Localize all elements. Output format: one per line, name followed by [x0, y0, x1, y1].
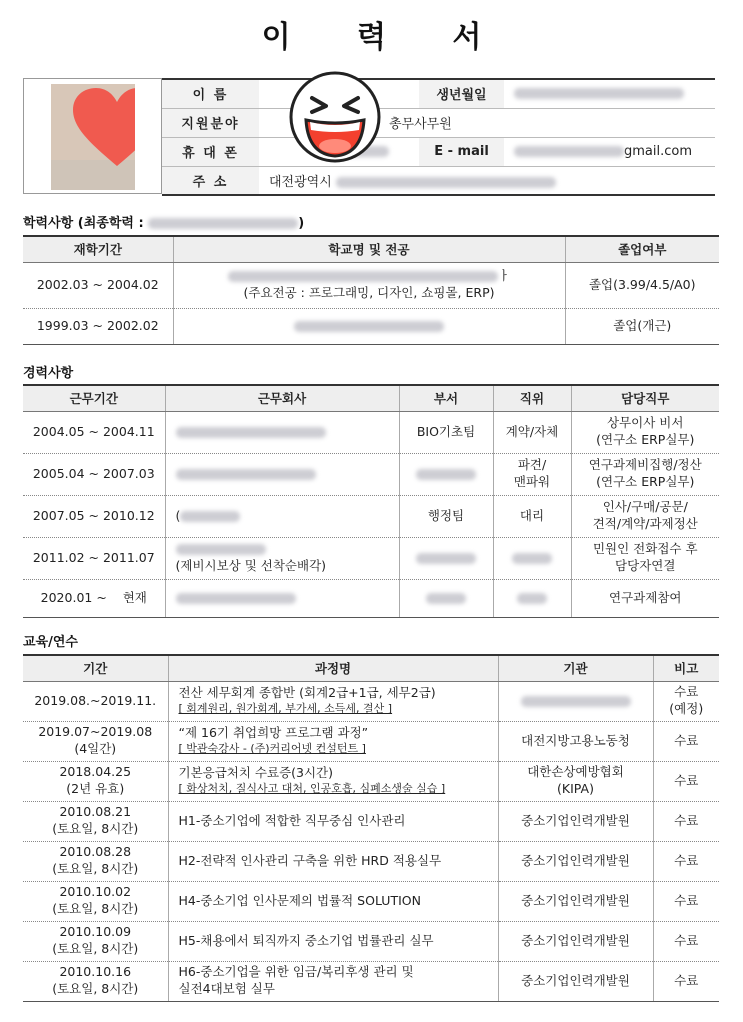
period-cell: 2010.10.09 (토요일, 8시간): [23, 921, 168, 961]
org-cell: 대한손상예방협회 (KIPA): [498, 761, 653, 801]
position-cell: 대리: [493, 495, 571, 537]
period-cell: 2019.07~2019.08 (4일간): [23, 721, 168, 761]
col-header: 근무기간: [23, 385, 165, 411]
col-header: 비고: [653, 655, 719, 681]
period-cell: 2010.08.28 (토요일, 8시간): [23, 841, 168, 881]
training-table: [23, 654, 719, 1002]
address-label: 주 소: [162, 166, 259, 195]
position-cell: 계약/자체: [493, 411, 571, 453]
status-cell: 졸업(개근): [565, 308, 719, 344]
course-cell: H5-채용에서 퇴직까지 중소기업 법률관리 실무: [168, 921, 498, 961]
col-header: 학교명 및 전공: [173, 236, 565, 262]
col-header: 과정명: [168, 655, 498, 681]
period-cell: 2010.10.02 (토요일, 8시간): [23, 881, 168, 921]
company-cell: (: [165, 495, 399, 537]
table-row: [23, 681, 719, 721]
col-header: 담당직무: [571, 385, 719, 411]
duty-cell: 상무이사 비서 (연구소 ERP실무): [571, 411, 719, 453]
note-cell: 수료: [653, 841, 719, 881]
birth-value: [504, 79, 715, 108]
status-cell: 졸업(3.99/4.5/A0): [565, 262, 719, 308]
photo-frame: [23, 78, 162, 194]
career-table: [23, 384, 719, 618]
profile-photo: [51, 84, 135, 190]
col-header: 부서: [399, 385, 493, 411]
table-row: [23, 537, 719, 579]
period-cell: 2019.08.~2019.11.: [23, 681, 168, 721]
period-cell: 2018.04.25 (2년 유효): [23, 761, 168, 801]
school-cell: ㅏ (주요전공 : 프로그래밍, 디자인, 쇼핑몰, ERP): [173, 262, 565, 308]
laughing-face-icon: [288, 70, 382, 168]
table-row: [23, 453, 719, 495]
period-cell: 2007.05 ~ 2010.12: [23, 495, 165, 537]
table-row: [23, 881, 719, 921]
dept-cell: [399, 579, 493, 617]
table-row: [23, 308, 719, 344]
duty-cell: 연구과제비집행/정산 (연구소 ERP실무): [571, 453, 719, 495]
birth-label: 생년월일: [419, 79, 504, 108]
org-cell: 중소기업인력개발원: [498, 921, 653, 961]
duty-cell: 민원인 전화접수 후 담당자연결: [571, 537, 719, 579]
table-row: [23, 579, 719, 617]
period-cell: 2004.05 ~ 2004.11: [23, 411, 165, 453]
col-header: 직위: [493, 385, 571, 411]
note-cell: 수료: [653, 721, 719, 761]
note-cell: 수료: [653, 801, 719, 841]
address-value: 대전광역시: [259, 166, 715, 195]
company-cell: [165, 579, 399, 617]
org-cell: 중소기업인력개발원: [498, 841, 653, 881]
position-cell: 파견/ 맨파워: [493, 453, 571, 495]
position-cell: [493, 537, 571, 579]
note-cell: 수료 (예정): [653, 681, 719, 721]
table-row: [23, 262, 719, 308]
course-cell: H4-중소기업 인사문제의 법률적 SOLUTION: [168, 881, 498, 921]
course-cell: 기본응급처치 수료증(3시간) [ 화상처치, 질식사고 대처, 인공호흡, 심폐소생술 실습 ]: [168, 761, 498, 801]
profile-table: [162, 78, 715, 196]
note-cell: 수료: [653, 961, 719, 1001]
table-row: [23, 411, 719, 453]
col-header: 기간: [23, 655, 168, 681]
duty-cell: 인사/구매/공문/ 견적/계약/과제정산: [571, 495, 719, 537]
school-cell: [173, 308, 565, 344]
course-cell: “제 16기 취업희망 프로그램 과정” [ 박관숙강사 - (주)커리어넷 컨설턴트 ]: [168, 721, 498, 761]
org-cell: 중소기업인력개발원: [498, 881, 653, 921]
period-cell: 2010.08.21 (토요일, 8시간): [23, 801, 168, 841]
company-cell: [165, 453, 399, 495]
period-cell: 2020.01 ~ 현재: [23, 579, 165, 617]
period-cell: 2011.02 ~ 2011.07: [23, 537, 165, 579]
training-heading: 교육/연수: [23, 635, 78, 650]
period-cell: 2002.03 ~ 2004.02: [23, 262, 173, 308]
duty-cell: 연구과제참여: [571, 579, 719, 617]
course-cell: H2-전략적 인사관리 구축을 위한 HRD 적용실무: [168, 841, 498, 881]
org-cell: 중소기업인력개발원: [498, 961, 653, 1001]
dept-cell: [399, 537, 493, 579]
table-row: [23, 721, 719, 761]
period-cell: 2010.10.16 (토요일, 8시간): [23, 961, 168, 1001]
col-header: 졸업여부: [565, 236, 719, 262]
career-heading: 경력사항: [23, 366, 74, 381]
note-cell: 수료: [653, 761, 719, 801]
org-cell: 중소기업인력개발원: [498, 801, 653, 841]
table-row: [23, 801, 719, 841]
company-cell: [165, 411, 399, 453]
dept-cell: 행정팀: [399, 495, 493, 537]
org-cell: [498, 681, 653, 721]
col-header: 근무회사: [165, 385, 399, 411]
company-cell: (제비시보상 및 선착순배각): [165, 537, 399, 579]
email-value: gmail.com: [504, 137, 715, 166]
table-row: [23, 495, 719, 537]
education-table: [23, 235, 719, 345]
phone-label: 휴 대 폰: [162, 137, 259, 166]
field-label: 지원분야: [162, 108, 259, 137]
col-header: 재학기간: [23, 236, 173, 262]
period-cell: 2005.04 ~ 2007.03: [23, 453, 165, 495]
table-row: [23, 761, 719, 801]
note-cell: 수료: [653, 921, 719, 961]
course-cell: H1-중소기업에 적합한 직무중심 인사관리: [168, 801, 498, 841]
col-header: 기관: [498, 655, 653, 681]
field-value: 총무사무원: [259, 108, 715, 137]
heart-icon: [71, 86, 135, 174]
dept-cell: [399, 453, 493, 495]
name-label: 이 름: [162, 79, 259, 108]
education-heading: 학력사항 (최종학력 : ): [23, 216, 305, 231]
course-cell: 전산 세무회계 종합반 (회계2급+1급, 세무2급) [ 회계원리, 원가회계, 부가세, 소득세, 결산 ]: [168, 681, 498, 721]
table-row: [23, 921, 719, 961]
email-label: E - mail: [419, 137, 504, 166]
dept-cell: BIO기초팀: [399, 411, 493, 453]
table-row: [23, 841, 719, 881]
table-row: [23, 961, 719, 1001]
position-cell: [493, 579, 571, 617]
note-cell: 수료: [653, 881, 719, 921]
org-cell: 대전지방고용노동청: [498, 721, 653, 761]
period-cell: 1999.03 ~ 2002.02: [23, 308, 173, 344]
course-cell: H6-중소기업을 위한 임금/복리후생 관리 및 실전4대보험 실무: [168, 961, 498, 1001]
page-title: 이 력 서: [261, 20, 510, 55]
